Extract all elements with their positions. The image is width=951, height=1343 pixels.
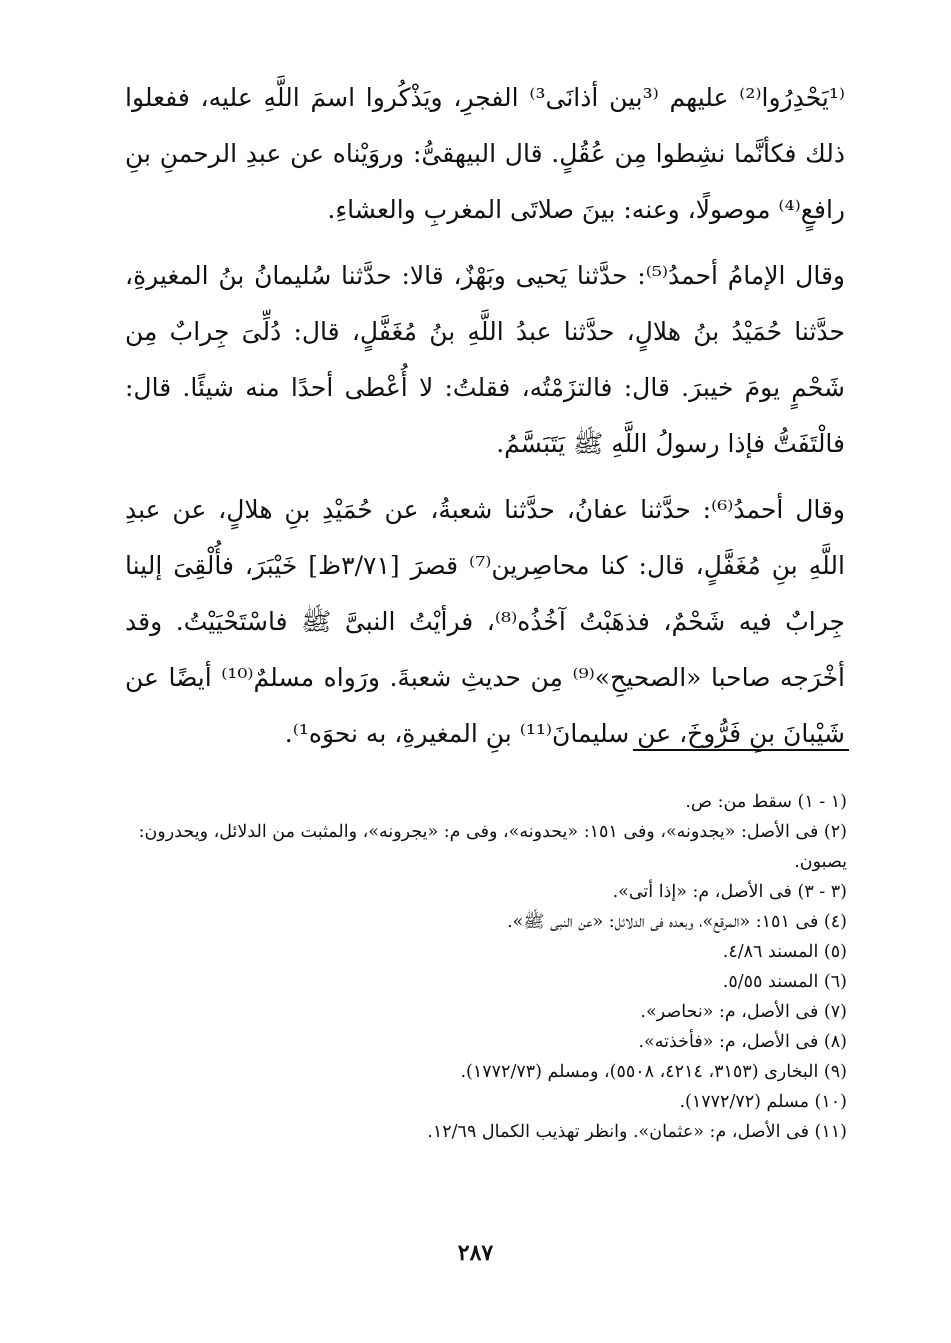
paragraph-2: وقال الإمامُ أحمدُ⁽⁵⁾: حدَّثنا يَحيى وبَهْزٌ، قالا: حدَّثنا سُليمانُ بنُ المغيرةِ، حدَّثنا حُمَيْدُ بنُ هلالٍ، حدَّثنا عبدُ اللَّهِ بنُ مُغَفَّلٍ، قال: دُلِّىَ جِرابٌ مِن شَحْمٍ يومَ خيبرَ. قال: فالتزَمْتُه، فقلتُ: لا أُعْطى أحدًا منه شيئًا. قال: فالْتَفَتُّ فإذا رسولُ اللَّهِ ﷺ يَتَبَسَّمُ. xyxy=(125,261,845,458)
footnote-10: (١٠) مسلم (١٧٧٢/٧٢). xyxy=(679,1092,847,1112)
footnote-2: (٢) فى الأصل: «يجدونه»، وفى ١٥١: «يحدونه»، وفى م: «يجرونه»، والمثبت من الدلائل، ويحدرون: يصبون. xyxy=(138,822,847,872)
footnote-5: (٥) المسند ٤/٨٦. xyxy=(722,942,847,962)
paragraph-3: وقال أحمدُ⁽⁶⁾: حدَّثنا عفانُ، حدَّثنا شعبةُ، عن حُمَيْدِ بنِ هلالٍ، عن عبدِ اللَّهِ بنِ مُغَفَّلٍ، قال: كنا محاصِرين⁽⁷⁾ قصرَ [٣/٧١ظ] خَيْبَرَ، فأُلْقِىَ إلينا جِرابٌ فيه شَحْمٌ، فذهَبْتُ آخُذُه⁽⁸⁾، فرأيْتُ النبىَّ ﷺ فاسْتَحْيَيْتُ. وقد أخْرَجه صاحبا «الصحيحِ»⁽⁹⁾ مِن حديثِ شعبةَ. ورَواه مسلمٌ⁽¹⁰⁾ أيضًا عن شَيْبانَ بنِ فَرُّوخَ، عن سليمانَ⁽¹¹⁾ بنِ المغيرةِ، به نحوَه¹⁾. xyxy=(125,495,846,748)
footnote-4: (٤) فى ١٥١: «المرقع»، وبعده فى الدلائل: «عن النبى ﷺ». xyxy=(507,912,847,932)
paragraph-1: ⁽¹يَحْدِرُوا⁽²⁾ عليهم ⁽³بين أذانَى³⁾ الفجرِ، ويَذْكُروا اسمَ اللَّهِ عليه، ففعلوا ذلك فكأنَّما نشِطوا مِن عُقُلٍ. قال البيهقىُّ: وروَيْناه عن عبدِ الرحمنِ بنِ رافعٍ⁽⁴⁾ موصولًا، وعنه: بينَ صلاتَى المغربِ والعشاءِ. xyxy=(125,83,845,224)
footnote-3: (٣ - ٣) فى الأصل، م: «إذا أتى». xyxy=(612,882,847,902)
main-text xyxy=(125,70,845,772)
page-number: ٢٨٧ xyxy=(457,1240,494,1266)
footnote-8: (٨) فى الأصل، م: «فأخذته». xyxy=(638,1032,847,1052)
footnote-11: (١١) فى الأصل، م: «عثمان». وانظر تهذيب الكمال ١٢/٦٩. xyxy=(427,1122,847,1142)
footnote-7: (٧) فى الأصل، م: «نحاصر». xyxy=(640,1002,847,1022)
footnote-1: (١ - ١) سقط من: ص. xyxy=(685,792,847,812)
footnotes xyxy=(117,787,847,1147)
footnote-6: (٦) المسند ٥/٥٥. xyxy=(722,972,847,992)
footnote-divider xyxy=(633,749,849,751)
footnote-9: (٩) البخارى (٣١٥٣، ٤٢١٤، ٥٥٠٨)، ومسلم (١٧٧٢/٧٣). xyxy=(460,1062,847,1082)
